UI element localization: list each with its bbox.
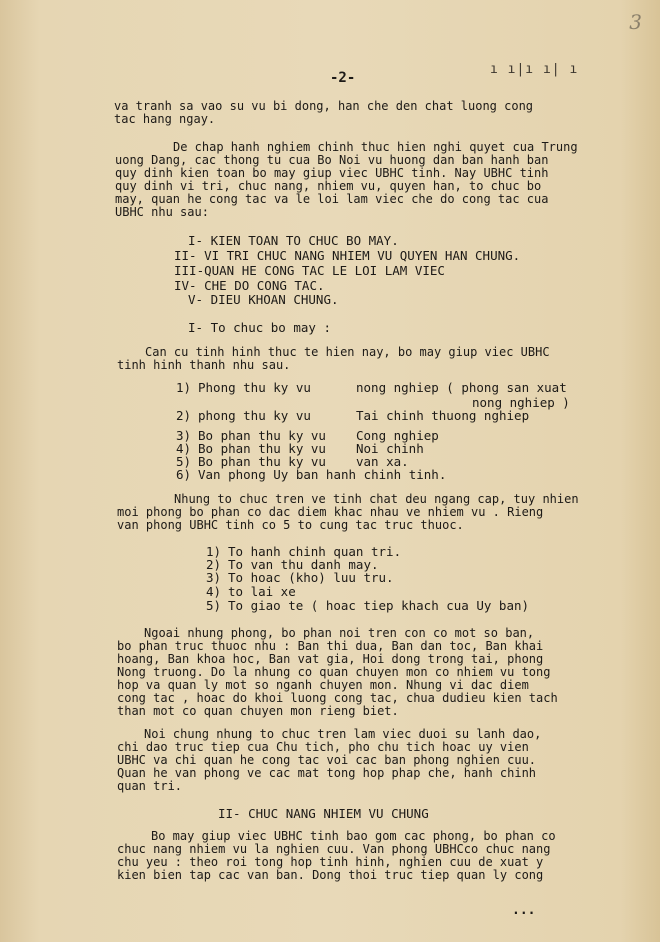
outline-item: II- VI TRI CHUC NANG NHIEM VU QUYEN HAN CHUNG. [174, 248, 521, 263]
office-number: 3) [176, 428, 192, 443]
office-label: phong thu ky vu [198, 408, 311, 423]
office-value: Noi chinh [356, 441, 424, 456]
paragraph-line: Quan he van phong ve cac mat tong hop phap che, hanh chinh [117, 766, 537, 780]
paragraph-line: than mot co quan chuyen mon rieng biet. [117, 704, 399, 718]
paragraph-line: Nong truong. Do la nhung co quan chuyen mon co nhiem vu tong [117, 665, 551, 679]
team-number: 5) [206, 598, 222, 613]
intro-line: tac hang ngay. [114, 112, 216, 126]
paragraph-line: chuc nang nhiem vu la nghien cuu. Van phong UBHCco chuc nang [117, 842, 551, 856]
paragraph-line: kien bien tap cac van ban. Dong thoi truc tiep quan ly cong [117, 868, 544, 882]
office-value: Tai chinh thuong nghiep [356, 408, 530, 423]
paragraph-line: De chap hanh nghiem chinh thuc hien nghi quyet cua Trung [173, 140, 578, 154]
office-number: 1) [176, 380, 192, 395]
paragraph-line: UBHC va chi quan he cong tac voi cac ban phong nghien cuu. [117, 753, 537, 767]
team-number: 3) [206, 570, 222, 585]
paragraph-line: chu yeu : theo roi tong hop tinh hinh, nghien cuu de xuat y [117, 855, 544, 869]
team-number: 4) [206, 584, 222, 599]
paragraph-line: quy dinh kien toan bo may giup viec UBHC tinh. Nay UBHC tinh [115, 166, 549, 180]
outline-item: V- DIEU KHOAN CHUNG. [188, 292, 339, 307]
continuation-ellipsis: ... [512, 903, 536, 918]
paragraph-line: Ngoai nhung phong, bo phan noi tren con co mot so ban, [144, 626, 535, 640]
paragraph-line: hoang, Ban khoa hoc, Ban vat gia, Hoi dong trong tai, phong [117, 652, 544, 666]
outline-item: I- KIEN TOAN TO CHUC BO MAY. [188, 233, 399, 248]
paragraph-line: Noi chung nhung to chuc tren lam viec duoi su lanh dao, [144, 727, 542, 741]
team-label: To hanh chinh quan tri. [228, 544, 402, 559]
top-tally-marks: ı ı|ı ı| ı [490, 62, 579, 77]
paragraph-line: van phong UBHC tinh co 5 to cung tac truc thuoc. [117, 518, 464, 532]
office-label: Bo phan thu ky vu [198, 441, 326, 456]
team-number: 1) [206, 544, 222, 559]
paragraph-line: uong Dang, cac thong tu cua Bo Noi vu huong dan ban hanh ban [115, 153, 549, 167]
paragraph-line: chi dao truc tiep cua Chu tich, pho chu tich hoac uy vien [117, 740, 529, 754]
team-label: to lai xe [228, 584, 296, 599]
office-number: 6) [176, 467, 192, 482]
page-number: -2- [330, 70, 356, 86]
office-number: 4) [176, 441, 192, 456]
office-label: Van phong Uy ban hanh chinh tinh. [198, 467, 447, 482]
office-number: 5) [176, 454, 192, 469]
office-value: nong nghiep ( phong san xuat [356, 380, 567, 395]
team-number: 2) [206, 557, 222, 572]
office-value: Cong nghiep [356, 428, 439, 443]
paragraph-line: Nhung to chuc tren ve tinh chat deu ngang cap, tuy nhien [174, 492, 579, 506]
paragraph-line: UBHC nhu sau: [115, 205, 209, 219]
office-number: 2) [176, 408, 192, 423]
intro-line: va tranh sa vao su vu bi dong, han che den chat luong cong [114, 99, 534, 113]
paragraph-line: hop va quan ly mot so nganh chuyen mon. Nhung vi dac diem [117, 678, 529, 692]
team-label: To hoac (kho) luu tru. [228, 570, 394, 585]
paragraph-line: quy dinh vi tri, chuc nang, nhiem vu, quyen han, to chuc bo [115, 179, 542, 193]
section-title-1: I- To chuc bo may : [188, 320, 331, 335]
section-title-2: II- CHUC NANG NHIEM VU CHUNG [218, 806, 429, 821]
corner-page-mark: 3 [629, 10, 642, 34]
outline-item: IV- CHE DO CONG TAC. [174, 278, 325, 293]
office-label: Bo phan thu ky vu [198, 454, 326, 469]
team-label: To van thu danh may. [228, 557, 379, 572]
paragraph-line: may, quan he cong tac va le loi lam viec che do cong tac cua [115, 192, 549, 206]
office-label: Phong thu ky vu [198, 380, 311, 395]
team-label: To giao te ( hoac tiep khach cua Uy ban) [228, 598, 530, 613]
paragraph-line: Can cu tinh hinh thuc te hien nay, bo may giup viec UBHC [145, 345, 550, 359]
outline-item: III-QUAN HE CONG TAC LE LOI LAM VIEC [174, 263, 445, 278]
office-label: Bo phan thu ky vu [198, 428, 326, 443]
paragraph-line: cong tac , hoac do khoi luong cong tac, chua dudieu kien tach [117, 691, 558, 705]
office-value: van xa. [356, 454, 409, 469]
paragraph-line: moi phong bo phan co dac diem khac nhau ve nhiem vu . Rieng [117, 505, 544, 519]
office-value-continued: nong nghiep ) [472, 395, 570, 410]
paragraph-line: tinh hinh thanh nhu sau. [117, 358, 291, 372]
paragraph-line: quan tri. [117, 779, 183, 793]
paragraph-line: bo phan truc thuoc nhu : Ban thi dua, Ban dan toc, Ban khai [117, 639, 544, 653]
paragraph-line: Bo may giup viec UBHC tinh bao gom cac phong, bo phan co [151, 829, 556, 843]
